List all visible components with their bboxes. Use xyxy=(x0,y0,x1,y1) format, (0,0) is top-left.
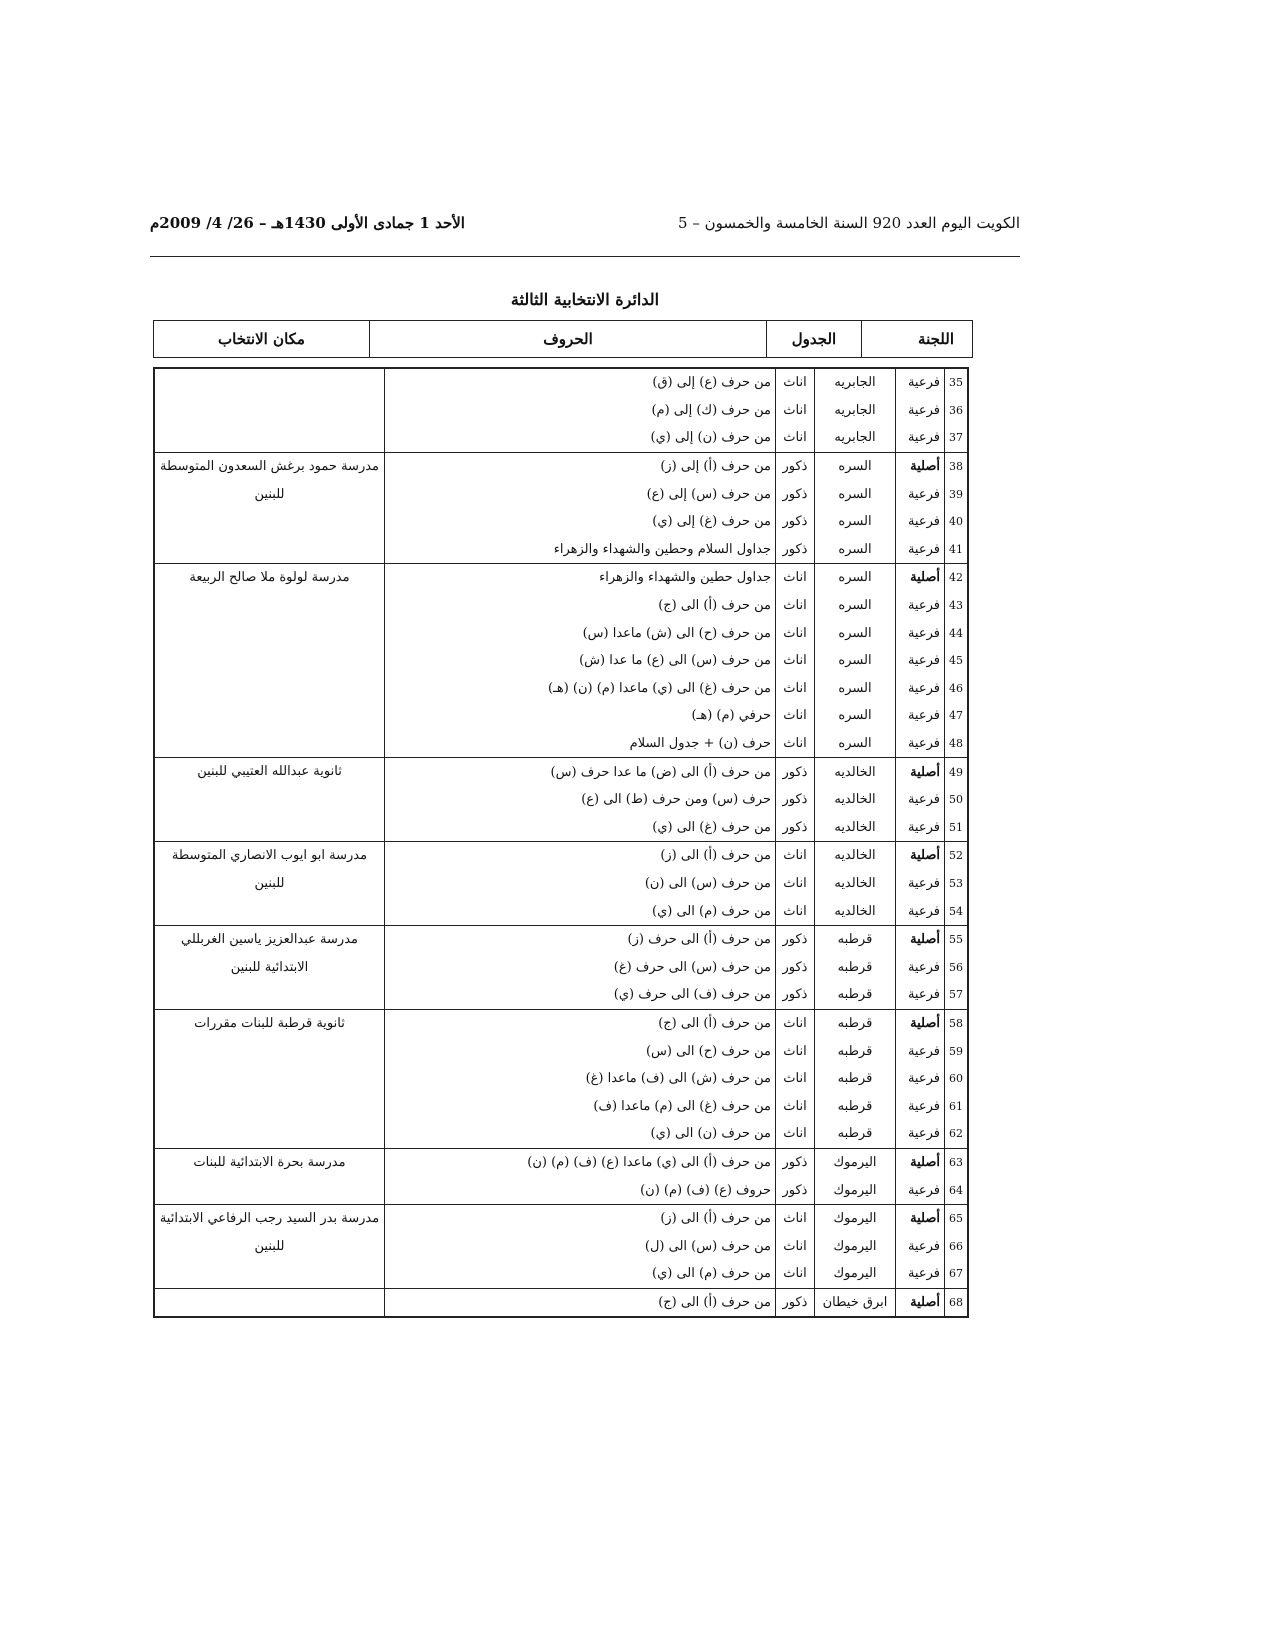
letters-range: من حرف (أ) الى (ج) xyxy=(385,1009,776,1037)
table-row xyxy=(154,758,968,786)
voter-table: اليرموك xyxy=(815,1148,896,1176)
polling-place xyxy=(154,1288,385,1317)
polling-place: مدرسة عبدالعزيز ياسين الغربللي الابتدائية للبنين xyxy=(154,925,385,1009)
voter-table: اليرموك xyxy=(815,1260,896,1288)
committee-number: 64 xyxy=(945,1176,969,1204)
voter-table: السره xyxy=(815,452,896,480)
col-table: الجدول xyxy=(767,321,862,358)
letters-range: من حرف (س) الى حرف (غ) xyxy=(385,953,776,981)
committee-number: 41 xyxy=(945,536,969,564)
committee-type: فرعية xyxy=(896,675,945,703)
gender: ذكور xyxy=(776,480,815,508)
gender: ذكور xyxy=(776,981,815,1009)
committee-type: فرعية xyxy=(896,953,945,981)
committee-number: 45 xyxy=(945,647,969,675)
committee-type: فرعية xyxy=(896,1092,945,1120)
col-committee: اللجنة xyxy=(862,321,973,358)
letters-range: من حرف (أ) الى (ج) xyxy=(385,1288,776,1317)
letters-range: من حرف (ن) إلى (ي) xyxy=(385,424,776,452)
gender: اناث xyxy=(776,897,815,925)
voter-table: الخالديه xyxy=(815,758,896,786)
gender: اناث xyxy=(776,1260,815,1288)
gender: ذكور xyxy=(776,786,815,814)
voter-table: قرطبه xyxy=(815,1037,896,1065)
voter-table: قرطبه xyxy=(815,1065,896,1093)
polling-place xyxy=(154,368,385,452)
committee-type: فرعية xyxy=(896,1037,945,1065)
gender: اناث xyxy=(776,647,815,675)
committee-type: أصلية xyxy=(896,1204,945,1232)
gender: اناث xyxy=(776,675,815,703)
committee-number: 51 xyxy=(945,814,969,842)
committee-type: أصلية xyxy=(896,758,945,786)
voter-table: الخالديه xyxy=(815,814,896,842)
committee-type: أصلية xyxy=(896,1148,945,1176)
table-row xyxy=(154,1204,968,1232)
column-header-table xyxy=(153,320,973,358)
gender: اناث xyxy=(776,870,815,898)
col-place: مكان الانتخاب xyxy=(154,321,370,358)
gender: ذكور xyxy=(776,452,815,480)
committee-number: 40 xyxy=(945,508,969,536)
voter-table: قرطبه xyxy=(815,953,896,981)
committee-number: 60 xyxy=(945,1065,969,1093)
committee-number: 46 xyxy=(945,675,969,703)
committee-number: 68 xyxy=(945,1288,969,1317)
letters-range: من حرف (أ) الى (ز) xyxy=(385,842,776,870)
letters-range: حرف (س) ومن حرف (ط) الى (ع) xyxy=(385,786,776,814)
table-row xyxy=(154,1009,968,1037)
gender: اناث xyxy=(776,424,815,452)
committee-type: فرعية xyxy=(896,1120,945,1148)
header-rule xyxy=(150,256,1020,257)
letters-range: من حرف (ع) إلى (ق) xyxy=(385,368,776,397)
letters-range: من حرف (غ) الى (ي) xyxy=(385,814,776,842)
voter-table: السره xyxy=(815,702,896,730)
committee-type: فرعية xyxy=(896,814,945,842)
committee-number: 38 xyxy=(945,452,969,480)
committee-number: 43 xyxy=(945,592,969,620)
committee-type: فرعية xyxy=(896,1065,945,1093)
letters-range: من حرف (ش) الى (ف) ماعدا (غ) xyxy=(385,1065,776,1093)
committee-number: 53 xyxy=(945,870,969,898)
voter-table: السره xyxy=(815,480,896,508)
polling-place: مدرسة بحرة الابتدائية للبنات xyxy=(154,1148,385,1204)
committee-number: 49 xyxy=(945,758,969,786)
gender: اناث xyxy=(776,592,815,620)
letters-range: من حرف (ك) إلى (م) xyxy=(385,397,776,425)
committee-number: 55 xyxy=(945,925,969,953)
polling-place: مدرسة لولوة ملا صالح الربيعة xyxy=(154,564,385,758)
committee-number: 59 xyxy=(945,1037,969,1065)
committee-number: 39 xyxy=(945,480,969,508)
gender: ذكور xyxy=(776,536,815,564)
letters-range: جداول حطين والشهداء والزهراء xyxy=(385,564,776,592)
committee-number: 54 xyxy=(945,897,969,925)
committee-number: 57 xyxy=(945,981,969,1009)
gender: ذكور xyxy=(776,814,815,842)
voter-table: الخالديه xyxy=(815,897,896,925)
committee-type: فرعية xyxy=(896,1232,945,1260)
header-issue-info: الكويت اليوم العدد 920 السنة الخامسة والخمسون – 5 xyxy=(678,214,1020,232)
committee-number: 50 xyxy=(945,786,969,814)
committee-type: أصلية xyxy=(896,1009,945,1037)
letters-range: من حرف (ف) الى حرف (ي) xyxy=(385,981,776,1009)
gender: اناث xyxy=(776,619,815,647)
committee-type: فرعية xyxy=(896,702,945,730)
committee-number: 58 xyxy=(945,1009,969,1037)
committee-type: فرعية xyxy=(896,619,945,647)
col-letters: الحروف xyxy=(370,321,767,358)
voter-table: الجابريه xyxy=(815,424,896,452)
table-row xyxy=(154,452,968,480)
voter-table: السره xyxy=(815,536,896,564)
committee-type: فرعية xyxy=(896,592,945,620)
letters-range: من حرف (م) الى (ي) xyxy=(385,897,776,925)
voter-table: السره xyxy=(815,619,896,647)
voter-table: الجابريه xyxy=(815,397,896,425)
letters-range: من حرف (أ) الى (ي) ماعدا (ع) (ف) (م) (ن) xyxy=(385,1148,776,1176)
letters-range: من حرف (س) الى (ن) xyxy=(385,870,776,898)
voter-table: قرطبه xyxy=(815,925,896,953)
gender: ذكور xyxy=(776,925,815,953)
committee-type: أصلية xyxy=(896,842,945,870)
voter-table: الخالديه xyxy=(815,842,896,870)
gender: اناث xyxy=(776,702,815,730)
letters-range: من حرف (غ) الى (ي) ماعدا (م) (ن) (هـ) xyxy=(385,675,776,703)
gender: اناث xyxy=(776,1065,815,1093)
voter-table: السره xyxy=(815,730,896,758)
committee-type: فرعية xyxy=(896,480,945,508)
gender: ذكور xyxy=(776,1288,815,1317)
letters-range: من حرف (ن) الى (ي) xyxy=(385,1120,776,1148)
committees-table xyxy=(153,367,969,1318)
gender: ذكور xyxy=(776,1176,815,1204)
voter-table: قرطبه xyxy=(815,981,896,1009)
letters-range: من حرف (غ) الى (م) ماعدا (ف) xyxy=(385,1092,776,1120)
committee-number: 35 xyxy=(945,368,969,397)
gender: اناث xyxy=(776,1232,815,1260)
gender: ذكور xyxy=(776,508,815,536)
gender: ذكور xyxy=(776,1148,815,1176)
table-row xyxy=(154,842,968,870)
table-row xyxy=(154,1148,968,1176)
voter-table: ابرق خيطان xyxy=(815,1288,896,1317)
committee-number: 42 xyxy=(945,564,969,592)
polling-place: ثانوية قرطبة للبنات مقررات xyxy=(154,1009,385,1148)
committee-number: 67 xyxy=(945,1260,969,1288)
gender: ذكور xyxy=(776,953,815,981)
voter-table: قرطبه xyxy=(815,1120,896,1148)
committee-type: فرعية xyxy=(896,1260,945,1288)
voter-table: الخالديه xyxy=(815,786,896,814)
committee-type: فرعية xyxy=(896,508,945,536)
voter-table: السره xyxy=(815,647,896,675)
letters-range: من حرف (م) الى (ي) xyxy=(385,1260,776,1288)
committee-number: 63 xyxy=(945,1148,969,1176)
letters-range: من حرف (ح) الى (ش) ماعدا (س) xyxy=(385,619,776,647)
letters-range: من حرف (أ) الى حرف (ز) xyxy=(385,925,776,953)
header-date: الأحد 1 جمادى الأولى 1430هـ – 26/ 4/ 2009م xyxy=(150,214,465,232)
committee-number: 37 xyxy=(945,424,969,452)
committee-type: فرعية xyxy=(896,897,945,925)
letters-range: من حرف (أ) إلى (ز) xyxy=(385,452,776,480)
letters-range: من حرف (س) إلى (ع) xyxy=(385,480,776,508)
committee-type: أصلية xyxy=(896,452,945,480)
voter-table: اليرموك xyxy=(815,1176,896,1204)
letters-range: حروف (ع) (ف) (م) (ن) xyxy=(385,1176,776,1204)
committee-number: 66 xyxy=(945,1232,969,1260)
letters-range: من حرف (أ) الى (ز) xyxy=(385,1204,776,1232)
committee-type: فرعية xyxy=(896,368,945,397)
committee-number: 62 xyxy=(945,1120,969,1148)
voter-table: الجابريه xyxy=(815,368,896,397)
page-header xyxy=(150,214,1020,244)
letters-range: من حرف (أ) الى (ض) ما عدا حرف (س) xyxy=(385,758,776,786)
committee-type: فرعية xyxy=(896,424,945,452)
committee-type: فرعية xyxy=(896,536,945,564)
letters-range: من حرف (س) الى (ع) ما عدا (ش) xyxy=(385,647,776,675)
letters-range: من حرف (أ) الى (ج) xyxy=(385,592,776,620)
voter-table: السره xyxy=(815,508,896,536)
committee-type: فرعية xyxy=(896,397,945,425)
table-row xyxy=(154,925,968,953)
voter-table: السره xyxy=(815,564,896,592)
letters-range: من حرف (س) الى (ل) xyxy=(385,1232,776,1260)
voter-table: السره xyxy=(815,592,896,620)
voter-table: اليرموك xyxy=(815,1204,896,1232)
committee-type: فرعية xyxy=(896,647,945,675)
gender: اناث xyxy=(776,842,815,870)
committee-number: 56 xyxy=(945,953,969,981)
voter-table: السره xyxy=(815,675,896,703)
committee-type: فرعية xyxy=(896,786,945,814)
letters-range: جداول السلام وحطين والشهداء والزهراء xyxy=(385,536,776,564)
committee-number: 61 xyxy=(945,1092,969,1120)
polling-place: ثانوية عبدالله العتيبي للبنين xyxy=(154,758,385,842)
committee-type: أصلية xyxy=(896,564,945,592)
committee-type: أصلية xyxy=(896,1288,945,1317)
committee-type: فرعية xyxy=(896,981,945,1009)
committees-table-body xyxy=(154,368,968,1317)
gender: اناث xyxy=(776,1037,815,1065)
committee-number: 36 xyxy=(945,397,969,425)
gender: اناث xyxy=(776,1120,815,1148)
voter-table: الخالديه xyxy=(815,870,896,898)
committee-number: 65 xyxy=(945,1204,969,1232)
table-row xyxy=(154,368,968,397)
gender: اناث xyxy=(776,1009,815,1037)
committee-number: 44 xyxy=(945,619,969,647)
committee-number: 52 xyxy=(945,842,969,870)
letters-range: من حرف (ح) الى (س) xyxy=(385,1037,776,1065)
committee-type: فرعية xyxy=(896,870,945,898)
committee-type: فرعية xyxy=(896,730,945,758)
voter-table: قرطبه xyxy=(815,1009,896,1037)
gender: ذكور xyxy=(776,758,815,786)
gender: اناث xyxy=(776,368,815,397)
gender: اناث xyxy=(776,730,815,758)
table-row xyxy=(154,1288,968,1317)
table-row xyxy=(154,564,968,592)
gender: اناث xyxy=(776,1204,815,1232)
gender: اناث xyxy=(776,564,815,592)
polling-place: مدرسة بدر السيد رجب الرفاعي الابتدائية للبنين xyxy=(154,1204,385,1288)
polling-place: مدرسة حمود برغش السعدون المتوسطة للبنين xyxy=(154,452,385,563)
letters-range: حرفي (م) (هـ) xyxy=(385,702,776,730)
voter-table: قرطبه xyxy=(815,1092,896,1120)
letters-range: حرف (ن) + جدول السلام xyxy=(385,730,776,758)
committee-number: 47 xyxy=(945,702,969,730)
district-title: الدائرة الانتخابية الثالثة xyxy=(510,290,660,309)
gender: اناث xyxy=(776,1092,815,1120)
voter-table: اليرموك xyxy=(815,1232,896,1260)
letters-range: من حرف (غ) إلى (ي) xyxy=(385,508,776,536)
polling-place: مدرسة ابو ايوب الانصاري المتوسطة للبنين xyxy=(154,842,385,926)
committee-type: فرعية xyxy=(896,1176,945,1204)
gender: اناث xyxy=(776,397,815,425)
committee-number: 48 xyxy=(945,730,969,758)
committee-type: أصلية xyxy=(896,925,945,953)
